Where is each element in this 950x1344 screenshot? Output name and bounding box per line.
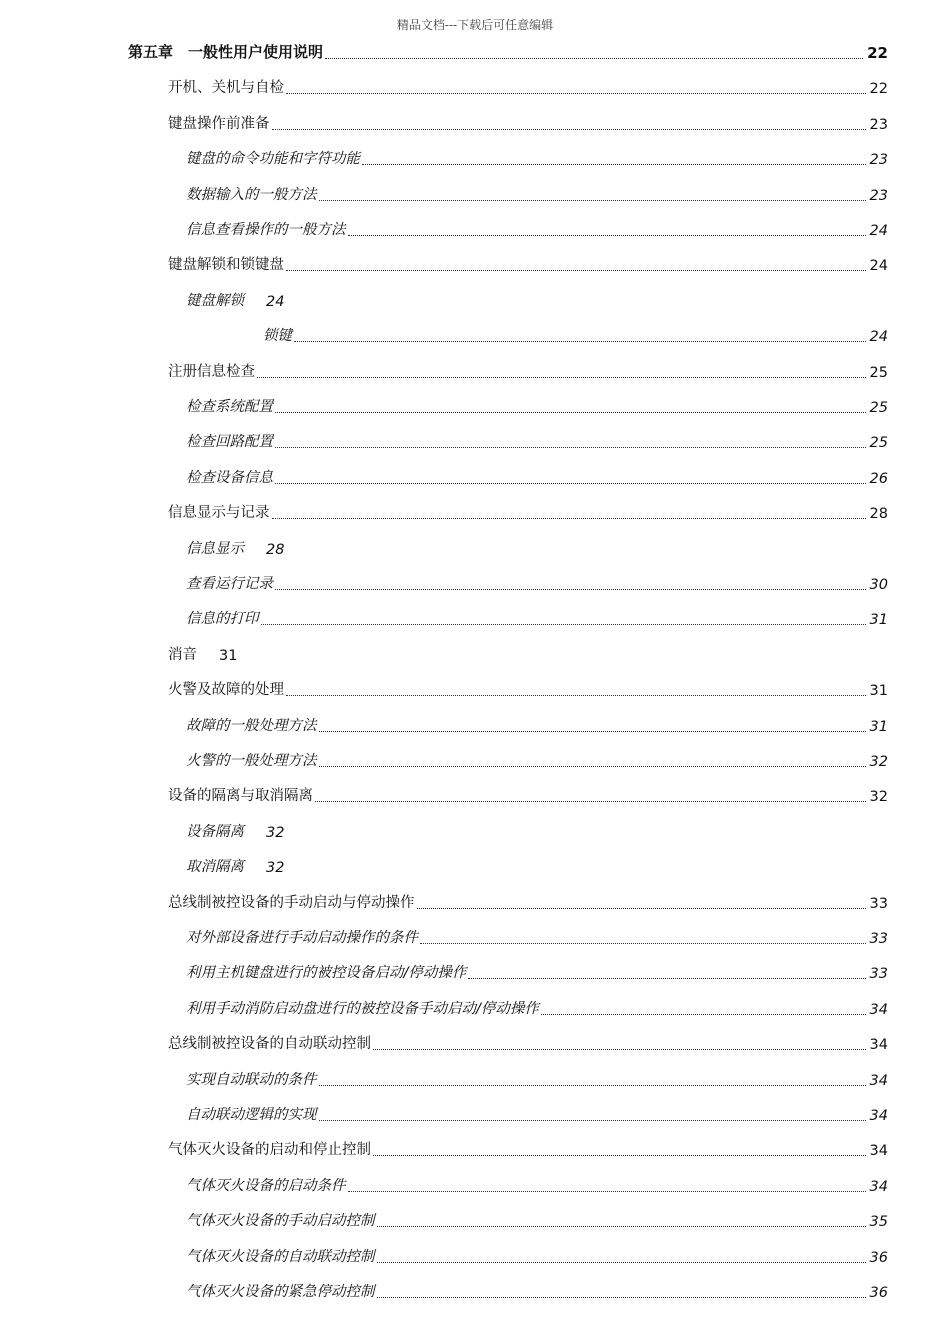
toc-entry-page-number: 25	[869, 400, 888, 416]
toc-entry[interactable]	[128, 38, 888, 62]
toc-entry[interactable]	[168, 888, 888, 912]
toc-entry-title: 信息显示与记录	[168, 505, 270, 522]
toc-entry-title: 锁键	[263, 328, 292, 345]
toc-entry[interactable]	[168, 1135, 888, 1159]
toc-dot-leader	[272, 517, 866, 519]
toc-entry[interactable]	[186, 604, 888, 628]
toc-dot-leader	[319, 199, 866, 201]
toc-dot-leader	[275, 588, 866, 590]
toc-dot-leader	[315, 800, 866, 802]
toc-entry-title: 设备的隔离与取消隔离	[168, 788, 313, 805]
toc-entry-page-number: 32	[266, 860, 285, 877]
page-header: 精品文档---下载后可任意编辑	[396, 18, 554, 32]
toc-entry[interactable]	[186, 463, 888, 487]
toc-entry[interactable]	[186, 923, 888, 947]
toc-entry-title: 键盘操作前准备	[168, 115, 270, 132]
toc-entry-page-number: 30	[869, 577, 888, 593]
toc-dot-leader	[362, 163, 866, 165]
toc-dot-leader	[377, 1225, 866, 1227]
toc-entry-page-number: 32	[869, 754, 888, 770]
toc-entry-page-number: 23	[869, 116, 888, 133]
toc-dot-leader	[275, 446, 866, 448]
toc-dot-leader	[325, 57, 863, 59]
toc-entry[interactable]	[186, 1065, 888, 1089]
toc-entry[interactable]	[186, 852, 888, 876]
toc-entry[interactable]	[186, 534, 888, 558]
toc-entry-title: 设备隔离	[186, 823, 244, 840]
toc-entry-page-number: 22	[867, 44, 888, 62]
toc-entry[interactable]	[168, 640, 888, 664]
toc-entry-title: 键盘解锁和锁键盘	[168, 257, 284, 274]
toc-dot-leader	[319, 1084, 866, 1086]
toc-entry-page-number: 34	[869, 1178, 888, 1195]
toc-entry-title: 气体灭火设备的紧急停动控制	[186, 1284, 375, 1300]
toc-entry[interactable]	[168, 73, 888, 97]
toc-dot-leader	[377, 1296, 866, 1298]
toc-dot-leader	[286, 269, 866, 271]
toc-entry-page-number: 34	[869, 1072, 888, 1089]
toc-entry[interactable]	[186, 180, 888, 204]
toc-entry-title: 检查回路配置	[186, 434, 273, 451]
toc-entry[interactable]	[186, 1242, 888, 1266]
toc-entry-title: 第五章 一般性用户使用说明	[128, 43, 324, 61]
toc-entry[interactable]	[168, 1029, 888, 1053]
toc-entry[interactable]	[186, 1171, 888, 1195]
toc-entry-title: 取消隔离	[186, 859, 244, 876]
toc-entry-title: 对外部设备进行手动启动操作的条件	[186, 930, 418, 946]
toc-dot-leader	[377, 1261, 866, 1263]
toc-entry-page-number: 34	[869, 1108, 888, 1124]
toc-entry[interactable]	[186, 958, 888, 982]
toc-entry-title: 键盘的命令功能和字符功能	[186, 151, 360, 168]
toc-entry-title: 信息的打印	[186, 611, 259, 628]
toc-dot-leader	[348, 234, 866, 236]
toc-entry-page-number: 28	[266, 541, 285, 558]
toc-entry[interactable]	[186, 286, 888, 310]
toc-entry-page-number: 31	[869, 718, 888, 735]
toc-entry-title: 利用手动消防启动盘进行的被控设备手动启动/停动操作	[186, 1000, 539, 1017]
toc-entry[interactable]	[168, 675, 888, 699]
toc-entry-title: 气体灭火设备的启动和停止控制	[168, 1142, 371, 1159]
toc-entry-page-number: 24	[266, 293, 285, 310]
toc-entry-page-number: 34	[869, 1143, 888, 1160]
toc-entry-title: 注册信息检查	[168, 363, 255, 380]
toc-entry-page-number: 32	[869, 789, 888, 806]
toc-dot-leader	[261, 623, 866, 625]
toc-dot-leader	[417, 907, 866, 909]
toc-entry-title: 火警的一般处理方法	[186, 753, 317, 769]
toc-entry-title: 总线制被控设备的自动联动控制	[168, 1036, 371, 1053]
toc-entry-page-number: 25	[869, 364, 888, 381]
toc-entry-page-number: 25	[869, 435, 888, 452]
toc-entry-page-number: 26	[869, 470, 888, 487]
toc-dot-leader	[286, 694, 866, 696]
toc-entry-title: 键盘解锁	[186, 292, 244, 309]
toc-dot-leader	[257, 376, 866, 378]
toc-entry[interactable]	[186, 1206, 888, 1230]
toc-entry[interactable]	[186, 392, 888, 416]
toc-entry-page-number: 33	[869, 895, 888, 912]
toc-entry[interactable]	[186, 711, 888, 735]
toc-dot-leader	[420, 942, 866, 944]
toc-entry-title: 开机、关机与自检	[168, 80, 284, 97]
toc-entry[interactable]	[168, 250, 888, 274]
toc-entry[interactable]	[186, 427, 888, 451]
toc-entry-title: 自动联动逻辑的实现	[186, 1107, 317, 1123]
toc-entry[interactable]	[168, 781, 888, 805]
toc-entry-page-number: 36	[869, 1249, 888, 1266]
toc-entry[interactable]	[186, 144, 888, 168]
toc-dot-leader	[275, 482, 866, 484]
toc-entry-title: 气体灭火设备的自动联动控制	[186, 1248, 375, 1265]
toc-entry-page-number: 23	[869, 187, 888, 204]
toc-entry-title: 气体灭火设备的手动启动控制	[186, 1213, 375, 1230]
toc-dot-leader	[272, 128, 866, 130]
toc-entry-page-number: 24	[869, 329, 888, 346]
toc-dot-leader	[286, 92, 866, 94]
toc-entry[interactable]	[186, 817, 888, 841]
toc-entry[interactable]	[186, 746, 888, 770]
toc-dot-leader	[348, 1190, 866, 1192]
toc-entry[interactable]	[186, 1277, 888, 1301]
toc-entry-title: 利用主机键盘进行的被控设备启动/停动操作	[186, 965, 467, 982]
toc-entry-page-number: 34	[869, 1037, 888, 1054]
toc-entry-page-number: 22	[869, 81, 888, 98]
toc-entry-page-number: 33	[869, 931, 888, 947]
toc-entry-title: 火警及故障的处理	[168, 682, 284, 699]
toc-entry[interactable]	[168, 498, 888, 522]
toc-dot-leader	[373, 1154, 866, 1156]
toc-entry-page-number: 31	[869, 683, 888, 700]
toc-entry-page-number: 31	[219, 647, 238, 664]
toc-entry-page-number: 31	[869, 612, 888, 629]
toc-entry-title: 信息查看操作的一般方法	[186, 222, 346, 238]
toc-entry[interactable]	[186, 215, 888, 239]
toc-entry-page-number: 24	[869, 258, 888, 275]
toc-dot-leader	[319, 1119, 866, 1121]
toc-dot-leader	[373, 1048, 866, 1050]
toc-entry-page-number: 23	[869, 152, 888, 169]
toc-entry-page-number: 32	[266, 824, 285, 841]
toc-entry[interactable]	[263, 321, 888, 345]
toc-dot-leader	[468, 977, 865, 979]
toc-dot-leader	[275, 411, 866, 413]
toc-entry-title: 检查系统配置	[186, 399, 273, 415]
toc-dot-leader	[319, 730, 866, 732]
toc-entry-title: 信息显示	[186, 540, 244, 557]
toc-entry-title: 检查设备信息	[186, 469, 273, 486]
toc-entry-title: 实现自动联动的条件	[186, 1071, 317, 1088]
toc-entry[interactable]	[186, 569, 888, 593]
toc-entry-title: 数据输入的一般方法	[186, 186, 317, 203]
toc-entry-title: 消音	[168, 646, 197, 663]
toc-dot-leader	[319, 765, 866, 767]
toc-entry-page-number: 33	[869, 966, 888, 983]
toc-entry-title: 总线制被控设备的手动启动与停动操作	[168, 894, 415, 911]
toc-entry-title: 查看运行记录	[186, 576, 273, 592]
toc-entry-title: 故障的一般处理方法	[186, 717, 317, 734]
toc-entry-title: 气体灭火设备的启动条件	[186, 1177, 346, 1194]
toc-entry-page-number: 28	[869, 506, 888, 523]
toc-entry[interactable]	[168, 357, 888, 381]
toc-entry-page-number: 36	[869, 1285, 888, 1301]
toc-entry[interactable]	[186, 994, 888, 1018]
toc-entry[interactable]	[186, 1100, 888, 1124]
toc-dot-leader	[294, 340, 866, 342]
toc-entry-page-number: 24	[869, 223, 888, 239]
toc-dot-leader	[541, 1013, 866, 1015]
toc-entry-page-number: 34	[869, 1001, 888, 1018]
toc-entry-page-number: 35	[869, 1214, 888, 1231]
toc-entry[interactable]	[168, 109, 888, 133]
